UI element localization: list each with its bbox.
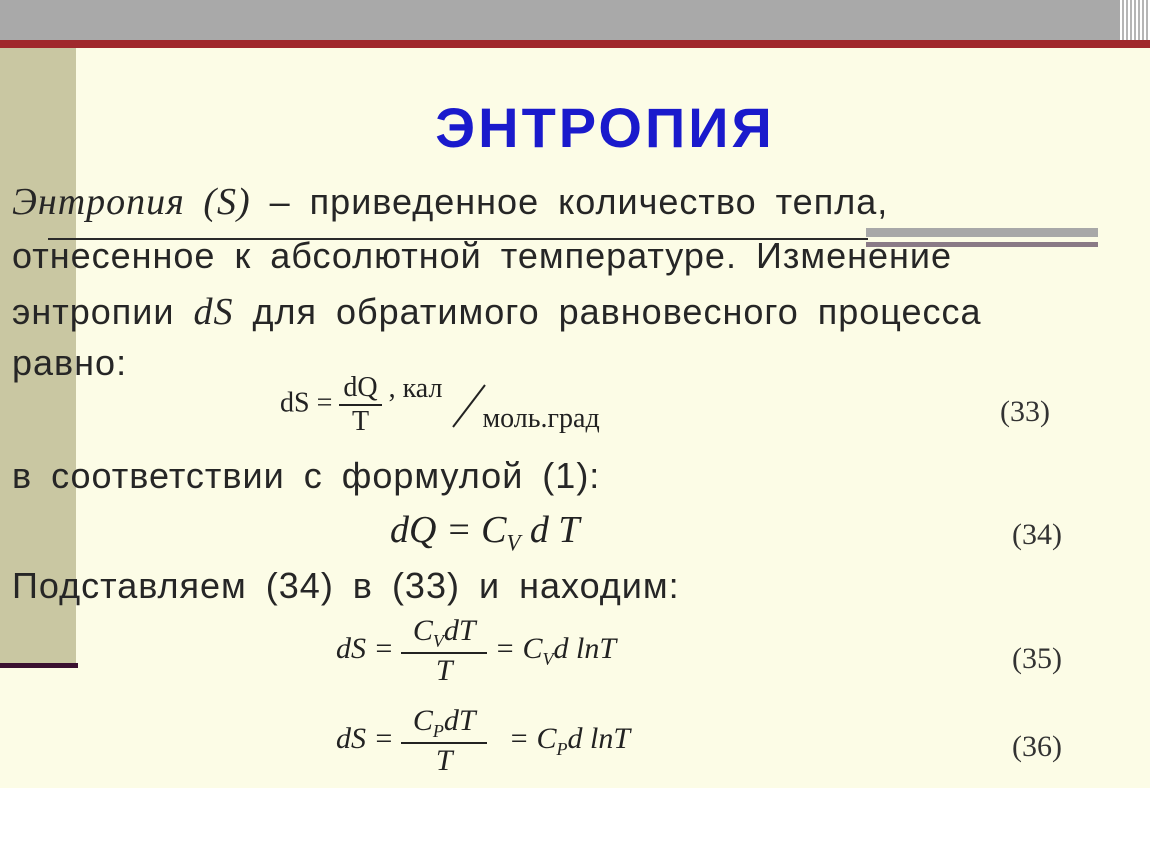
equation-35 — [336, 614, 616, 688]
eq33-unit-denominator: моль.град — [482, 403, 600, 435]
eq33-numerator: dQ — [343, 372, 378, 403]
eq35-num-sub: V — [432, 631, 444, 651]
eq34-lhs: dQ = C — [390, 509, 507, 551]
eq36-numerator — [401, 704, 487, 742]
paragraph-line-3 — [12, 290, 982, 334]
paragraph-line-1 — [12, 180, 888, 224]
eq35-numerator — [401, 614, 487, 652]
eq36-num-c: C — [412, 704, 433, 737]
eq35-lhs: dS = — [336, 631, 394, 665]
top-band — [0, 0, 1150, 40]
eq35-num-c: C — [412, 614, 433, 647]
eq36-number: (36) — [1012, 730, 1062, 763]
eq34-rhs: d T — [520, 509, 580, 551]
eq36-rhs-c: = C — [508, 721, 557, 755]
eq33-unit-numerator: , кал — [388, 373, 443, 405]
text-entropy: энтропии — [12, 291, 194, 332]
paragraph-line-4: равно: — [12, 342, 128, 383]
text-process: для обратимого равновесного процесса — [233, 291, 982, 332]
eq36-rhs-sub: P — [556, 738, 568, 759]
eq34-subscript: V — [506, 530, 521, 556]
eq35-rhs-rest: d lnT — [553, 631, 617, 665]
eq36-num-sub: P — [432, 721, 444, 741]
eq36-denominator: T — [401, 742, 487, 778]
eq35-num-rest: dT — [443, 614, 476, 647]
eq36-fraction — [401, 704, 487, 778]
slide-title: ЭНТРОПИЯ — [435, 96, 775, 159]
header-accent-rule — [0, 40, 1150, 48]
eq35-rhs-sub: V — [542, 648, 554, 669]
eq33-denominator: T — [339, 404, 381, 438]
eq35-rhs-c: = C — [494, 631, 543, 665]
eq36-lhs: dS = — [336, 721, 394, 755]
left-side-rule — [0, 663, 78, 668]
equation-33 — [280, 372, 614, 438]
eq33-fraction — [339, 372, 381, 438]
entropy-term: Энтропия (S) — [12, 181, 251, 223]
eq33-number: (33) — [1000, 395, 1050, 428]
equation-36 — [336, 704, 630, 778]
paragraph-line-6: Подставляем (34) в (33) и находим: — [12, 565, 680, 606]
eq35-fraction — [401, 614, 487, 688]
eq36-num-rest: dT — [443, 704, 476, 737]
definition-text: – приведенное количество тепла, — [250, 181, 889, 222]
paragraph-line-2: отнесенное к абсолютной температуре. Изменение — [12, 235, 953, 276]
eq34-number: (34) — [1012, 518, 1062, 551]
symbol-ds: dS — [193, 291, 234, 333]
eq36-rhs-rest: d lnT — [567, 721, 631, 755]
eq33-lhs: dS = — [280, 387, 333, 419]
paragraph-line-5: в соответствии с формулой (1): — [12, 455, 601, 496]
equation-34 — [390, 508, 580, 557]
eq35-denominator: T — [401, 652, 487, 688]
eq35-number: (35) — [1012, 642, 1062, 675]
